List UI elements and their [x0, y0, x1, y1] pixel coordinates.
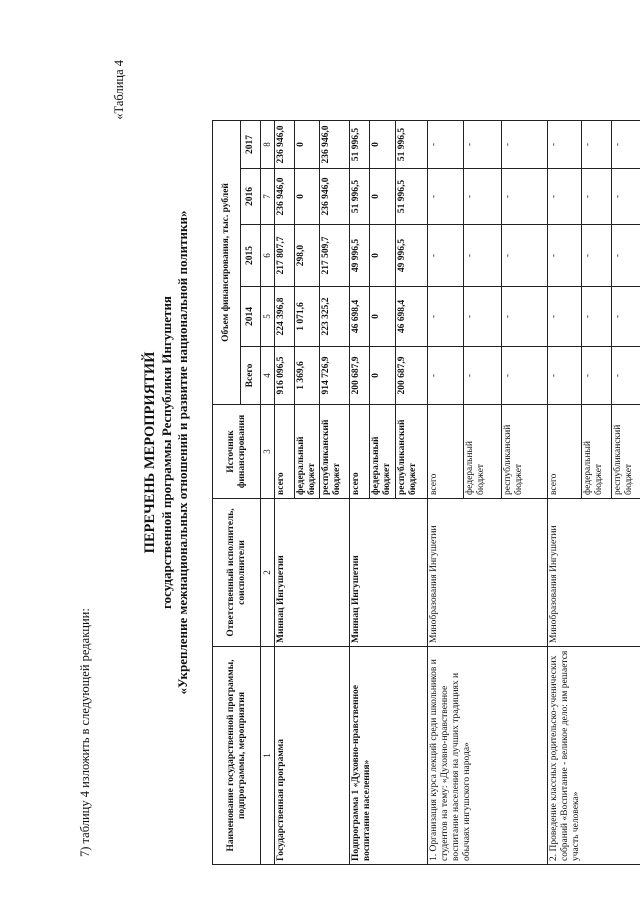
funding-value: 236 946,0	[275, 121, 295, 169]
funding-value: 46 698,4	[396, 287, 428, 347]
funding-value: 217 509,7	[320, 225, 350, 287]
measure-name: 1. Организация курса лекций среди школьников и студентов на тему: «Духовно-нравственное воспитание населения на лучших традициях и обычаях ингушского народа»	[428, 647, 548, 865]
funding-value: -	[464, 287, 502, 347]
funding-value: 0	[295, 121, 320, 169]
funding-value: 916 096,5	[275, 347, 295, 405]
funding-value: -	[582, 169, 612, 225]
header-executor: Ответственный исполнитель, соисполнители	[213, 499, 261, 647]
header-source: Источник финансирования	[213, 405, 261, 499]
funding-value: -	[464, 169, 502, 225]
funding-value: -	[548, 347, 582, 405]
funding-value: -	[502, 287, 548, 347]
funding-value: 46 698,4	[350, 287, 370, 347]
funding-value: 0	[295, 169, 320, 225]
funding-source: федеральный бюджет	[582, 405, 612, 499]
funding-value: -	[502, 169, 548, 225]
funding-source: всего	[275, 405, 295, 499]
funding-value: 236 946,0	[275, 169, 295, 225]
table-row	[548, 121, 582, 865]
funding-value: 0	[370, 287, 396, 347]
header-2016: 2016	[241, 169, 261, 225]
title-line-1: ПЕРЕЧЕНЬ МЕРОПРИЯТИЙ	[142, 351, 158, 554]
measures-table	[212, 120, 640, 865]
funding-value: 49 996,5	[396, 225, 428, 287]
measure-name: Государственная программа	[275, 647, 350, 865]
funding-value: 51 996,5	[396, 169, 428, 225]
funding-value: -	[548, 225, 582, 287]
funding-value: -	[428, 169, 464, 225]
funding-source: всего	[350, 405, 370, 499]
col-number: 3	[261, 405, 275, 499]
funding-value: 51 996,5	[350, 121, 370, 169]
funding-value: -	[464, 121, 502, 169]
header-total: Всего	[241, 347, 261, 405]
funding-source: всего	[428, 405, 464, 499]
funding-value: -	[502, 121, 548, 169]
funding-value: -	[428, 287, 464, 347]
executor: Минобразования Ингушетии	[428, 499, 548, 647]
col-number: 6	[261, 225, 275, 287]
funding-value: 236 946,0	[320, 121, 350, 169]
funding-value: 224 396,8	[275, 287, 295, 347]
funding-value: -	[582, 225, 612, 287]
funding-value: 200 687,9	[396, 347, 428, 405]
funding-value: 236 946,0	[320, 169, 350, 225]
title-line-2: государственной программы Республики Ингушетия	[159, 296, 174, 609]
title-line-3: «Укрепление межнациональных отношений и развитие национальной политики»	[175, 210, 190, 695]
funding-value: -	[612, 121, 640, 169]
funding-value: 223 325,2	[320, 287, 350, 347]
funding-source: федеральный бюджет	[370, 405, 396, 499]
funding-value: 0	[370, 169, 396, 225]
funding-source: республиканский бюджет	[396, 405, 428, 499]
funding-value: 51 996,5	[396, 121, 428, 169]
funding-value: -	[464, 225, 502, 287]
funding-value: -	[548, 169, 582, 225]
funding-value: 1 071,6	[295, 287, 320, 347]
funding-value: -	[582, 121, 612, 169]
header-funding: Объем финансирования, тыс. рублей	[213, 121, 241, 405]
funding-source: республиканский бюджет	[502, 405, 548, 499]
col-number: 2	[261, 499, 275, 647]
funding-value: -	[612, 347, 640, 405]
header-2017: 2017	[241, 121, 261, 169]
funding-value: -	[582, 347, 612, 405]
funding-value: -	[612, 169, 640, 225]
intro-text: 7) таблицу 4 изложить в следующей редакции:	[78, 608, 92, 857]
funding-value: 200 687,9	[350, 347, 370, 405]
measure-name: Подпрограмма 1 «Духовно-нравственное воспитание населения»	[350, 647, 428, 865]
funding-value: 914 726,9	[320, 347, 350, 405]
funding-value: -	[612, 225, 640, 287]
funding-value: -	[548, 121, 582, 169]
funding-source: федеральный бюджет	[295, 405, 320, 499]
funding-source: республиканский бюджет	[612, 405, 640, 499]
funding-value: -	[428, 225, 464, 287]
table-row	[428, 121, 464, 865]
funding-value: -	[502, 225, 548, 287]
table-row	[350, 121, 370, 865]
funding-value: -	[548, 287, 582, 347]
title-block	[142, 0, 191, 905]
col-number: 7	[261, 169, 275, 225]
measure-name: 2. Проведение классных родительско-ученических собраний «Воспитание - великое дело: им решается участь человека»	[548, 647, 640, 865]
column-numbers-row	[261, 121, 275, 865]
executor: Миннац Ингушетии	[275, 499, 350, 647]
funding-value: -	[582, 287, 612, 347]
funding-value: 51 996,5	[350, 169, 370, 225]
header-2015: 2015	[241, 225, 261, 287]
funding-value: 0	[370, 121, 396, 169]
funding-value: -	[428, 347, 464, 405]
table-number: «Таблица 4	[112, 60, 126, 120]
col-number: 1	[261, 647, 275, 865]
funding-value: 0	[370, 347, 396, 405]
funding-value: -	[428, 121, 464, 169]
funding-source: республиканский бюджет	[320, 405, 350, 499]
header-2014: 2014	[241, 287, 261, 347]
funding-value: 298,0	[295, 225, 320, 287]
col-number: 5	[261, 287, 275, 347]
funding-value: -	[464, 347, 502, 405]
funding-value: -	[502, 347, 548, 405]
col-number: 8	[261, 121, 275, 169]
funding-value: -	[612, 287, 640, 347]
executor: Минобразования Ингушетии	[548, 499, 640, 647]
executor: Миннац Ингушетии	[350, 499, 428, 647]
header-name: Наименование государственной программы, подпрограммы, мероприятия	[213, 647, 261, 865]
table-row	[275, 121, 295, 865]
col-number: 4	[261, 347, 275, 405]
funding-value: 1 369,6	[295, 347, 320, 405]
funding-source: федеральный бюджет	[464, 405, 502, 499]
funding-source: всего	[548, 405, 582, 499]
funding-value: 49 996,5	[350, 225, 370, 287]
funding-value: 0	[370, 225, 396, 287]
funding-value: 217 807,7	[275, 225, 295, 287]
